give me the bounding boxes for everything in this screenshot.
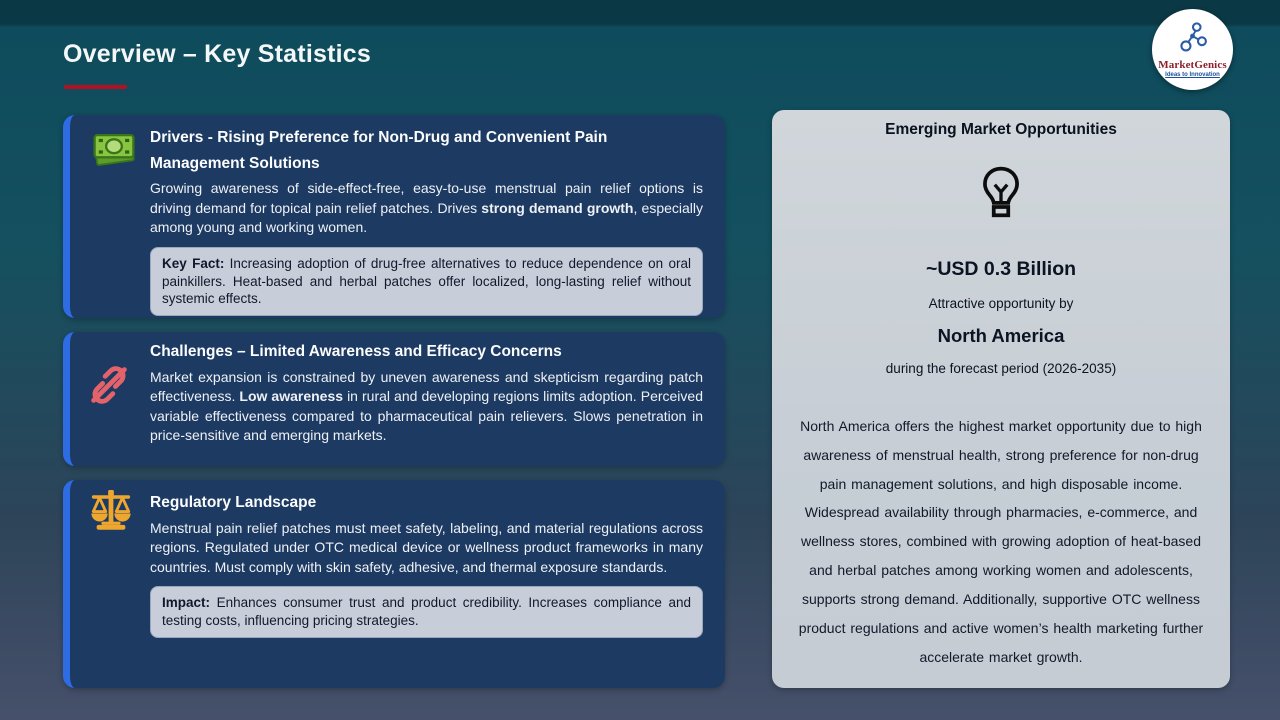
opportunity-description: North America offers the highest market opportunity due to high awareness of menstrual health, strong preference for non-drug pain management solutions, and high disposable income. Widespread availability through pharmacies, e-commerce, and wellness stores, combined with growing adoption of heat-based and herbal patches among working women and adolescents, supports strong demand. Additionally, supportive OTC wellness product regulations and active women’s health marketing further accelerate market growth. <box>798 418 1204 665</box>
card-title: Drivers - Rising Preference for Non-Drug and Convenient Pain Management Solutions <box>150 129 608 172</box>
card-body: Menstrual pain relief patches must meet safety, labeling, and material regulations across regions. Regulated under OTC medical device or wellness product frameworks in many countries. Must comply with skin safety, adhesive, and thermal exposure standards. <box>150 519 703 575</box>
key-fact-callout: Key Fact: Increasing adoption of drug-free alternatives to reduce dependence on oral painkillers. Heat-based and herbal patches offer localized, long-lasting relief without systemic effects. <box>150 247 703 316</box>
lightbulb-icon <box>772 165 1230 221</box>
panel-title: Emerging Market Opportunities <box>885 121 1117 138</box>
brand-name: MarketGenics <box>1158 58 1227 71</box>
card-title: Challenges – Limited Awareness and Efficacy Concerns <box>150 343 562 360</box>
opportunity-panel <box>772 110 1230 688</box>
molecule-icon <box>1176 21 1210 58</box>
broken-link-icon <box>84 360 134 415</box>
card-regulatory <box>63 480 725 688</box>
page-title: Overview – Key Statistics <box>63 40 371 68</box>
brand-logo <box>1152 9 1233 90</box>
card-challenges <box>63 332 725 466</box>
opportunity-value: ~USD 0.3 Billion <box>925 258 1077 280</box>
opportunity-period: during the forecast period (2026-2035) <box>885 361 1117 376</box>
card-drivers <box>63 115 725 318</box>
card-body: Growing awareness of side-effect-free, easy-to-use menstrual pain relief options is driving demand for topical pain relief patches. Drives strong demand growth, especially among young and working women. <box>150 180 704 236</box>
card-body: Market expansion is constrained by uneven awareness and skepticism regarding patch effectiveness. Low awareness in rural and developing regions limits adoption. Perceived variable effectiveness compared to pharmaceutical pain relievers. Slows penetration in price-sensitive and emerging markets. <box>150 368 703 444</box>
title-underline <box>64 85 127 89</box>
impact-callout: Impact: Enhances consumer trust and product credibility. Increases compliance and testing costs, influencing pricing strategies. <box>150 586 703 638</box>
opportunity-region: North America <box>937 325 1065 346</box>
opportunity-subtitle: Attractive opportunity by <box>928 296 1074 311</box>
brand-tagline: Ideas to Innovation <box>1165 72 1220 79</box>
scales-icon <box>88 490 134 539</box>
money-banknote-icon <box>90 129 138 174</box>
card-title: Regulatory Landscape <box>150 494 317 511</box>
